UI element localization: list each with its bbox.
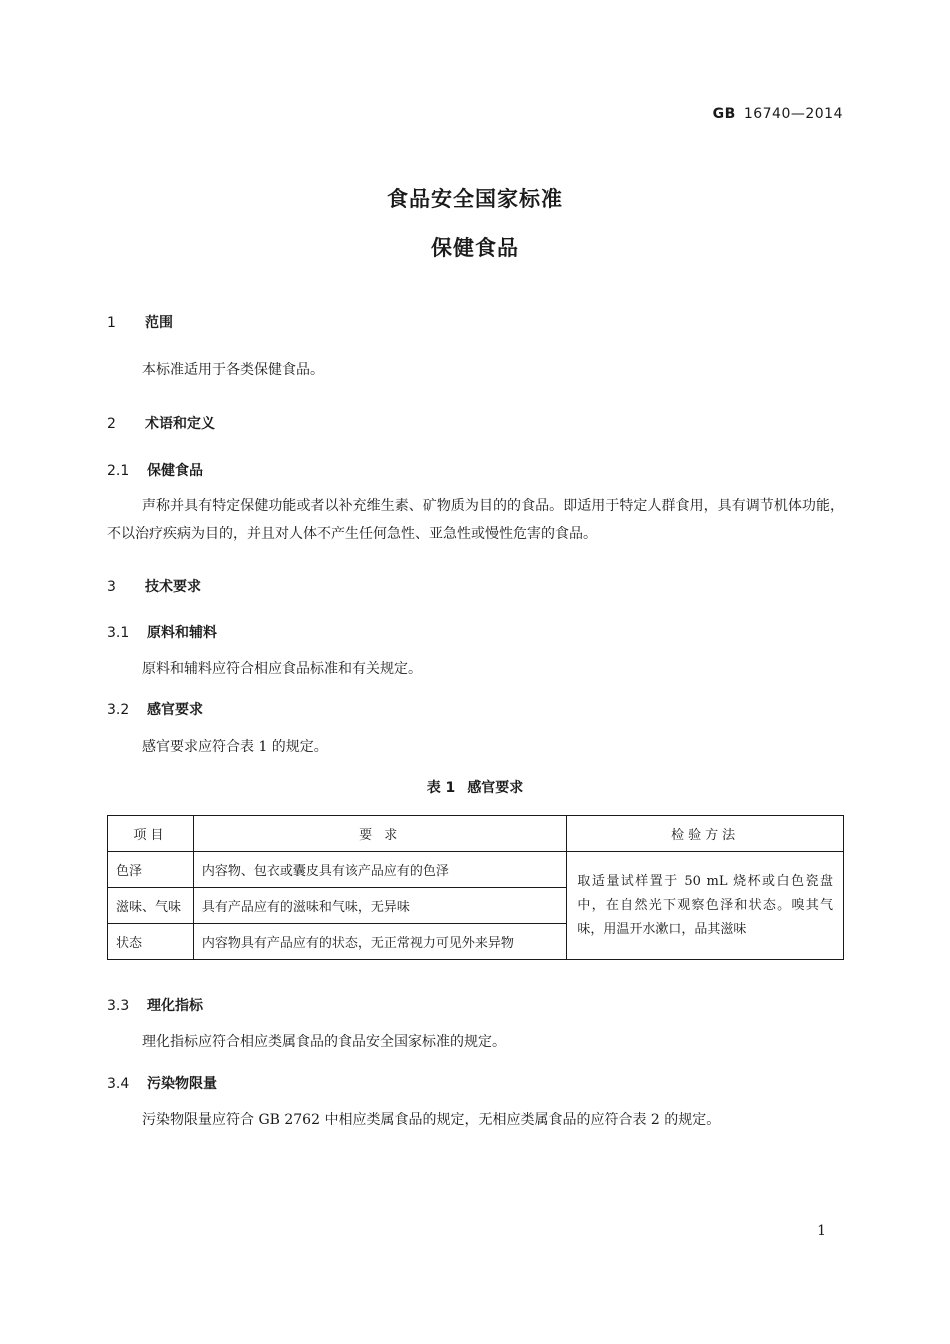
section-1-heading	[107, 312, 173, 332]
table-caption-label: 表 1	[426, 780, 456, 796]
section-1-text: 本标准适用于各类保健食品。	[142, 362, 324, 378]
sensory-requirements-table	[107, 815, 844, 960]
item-cell: 状态	[108, 924, 194, 960]
section-2-heading	[107, 413, 215, 433]
section-3-2-heading	[107, 699, 203, 719]
section-title: 术语和定义	[145, 416, 215, 432]
item-cell: 滋味、气味	[108, 888, 194, 924]
section-2-1-heading	[107, 460, 203, 480]
section-title: 技术要求	[145, 579, 201, 595]
method-cell: 取适量试样置于 50 mL 烧杯或白色瓷盘中，在自然光下观察色泽和状态。嗅其气味，用温开水漱口，品其滋味	[567, 852, 844, 960]
requirement-cell: 具有产品应有的滋味和气味，无异味	[193, 888, 566, 924]
page-number: 1	[817, 1223, 826, 1239]
section-number: 3.4	[107, 1076, 130, 1092]
section-title: 理化指标	[147, 998, 203, 1014]
standard-number: 16740—2014	[743, 106, 843, 122]
section-number: 3.3	[107, 998, 130, 1014]
document-title: 食品安全国家标准	[387, 187, 563, 211]
column-header-requirement: 要 求	[193, 816, 566, 852]
section-number: 2.1	[107, 463, 130, 479]
document-subtitle: 保健食品	[431, 236, 519, 260]
section-3-2-text: 感官要求应符合表 1 的规定。	[142, 739, 328, 755]
standard-prefix: GB	[712, 106, 736, 122]
table-1-caption	[0, 777, 950, 797]
section-3-3-text: 理化指标应符合相应类属食品的食品安全国家标准的规定。	[142, 1034, 506, 1050]
section-number: 1	[107, 315, 116, 331]
section-3-4-heading	[107, 1073, 217, 1093]
section-title: 污染物限量	[147, 1076, 217, 1092]
section-title: 保健食品	[147, 463, 203, 479]
section-number: 3.1	[107, 625, 130, 641]
section-2-1-text: 声称并具有特定保健功能或者以补充维生素、矿物质为目的的食品。即适用于特定人群食用，具有调节机体功能，不以治疗疾病为目的，并且对人体不产生任何急性、亚急性或慢性危害的食品。	[107, 498, 844, 542]
section-title: 感官要求	[147, 702, 203, 718]
section-3-4-text: 污染物限量应符合 GB 2762 中相应类属食品的规定，无相应类属食品的应符合表 2 的规定。	[142, 1112, 721, 1128]
standard-code	[713, 106, 843, 122]
column-header-method: 检验方法	[567, 816, 844, 852]
section-3-1-text: 原料和辅料应符合相应食品标准和有关规定。	[142, 661, 422, 677]
table-row	[108, 852, 844, 888]
section-number: 2	[107, 416, 116, 432]
section-3-heading	[107, 576, 201, 596]
section-3-1-heading	[107, 622, 217, 642]
section-number: 3	[107, 579, 116, 595]
section-title: 原料和辅料	[147, 625, 217, 641]
section-3-3-heading	[107, 995, 203, 1015]
section-title: 范围	[145, 315, 173, 331]
column-header-item: 项目	[108, 816, 194, 852]
section-number: 3.2	[107, 702, 130, 718]
item-cell: 色泽	[108, 852, 194, 888]
requirement-cell: 内容物、包衣或囊皮具有该产品应有的色泽	[193, 852, 566, 888]
requirement-cell: 内容物具有产品应有的状态，无正常视力可见外来异物	[193, 924, 566, 960]
table-caption-title: 感官要求	[467, 780, 524, 796]
table-header-row	[108, 816, 844, 852]
